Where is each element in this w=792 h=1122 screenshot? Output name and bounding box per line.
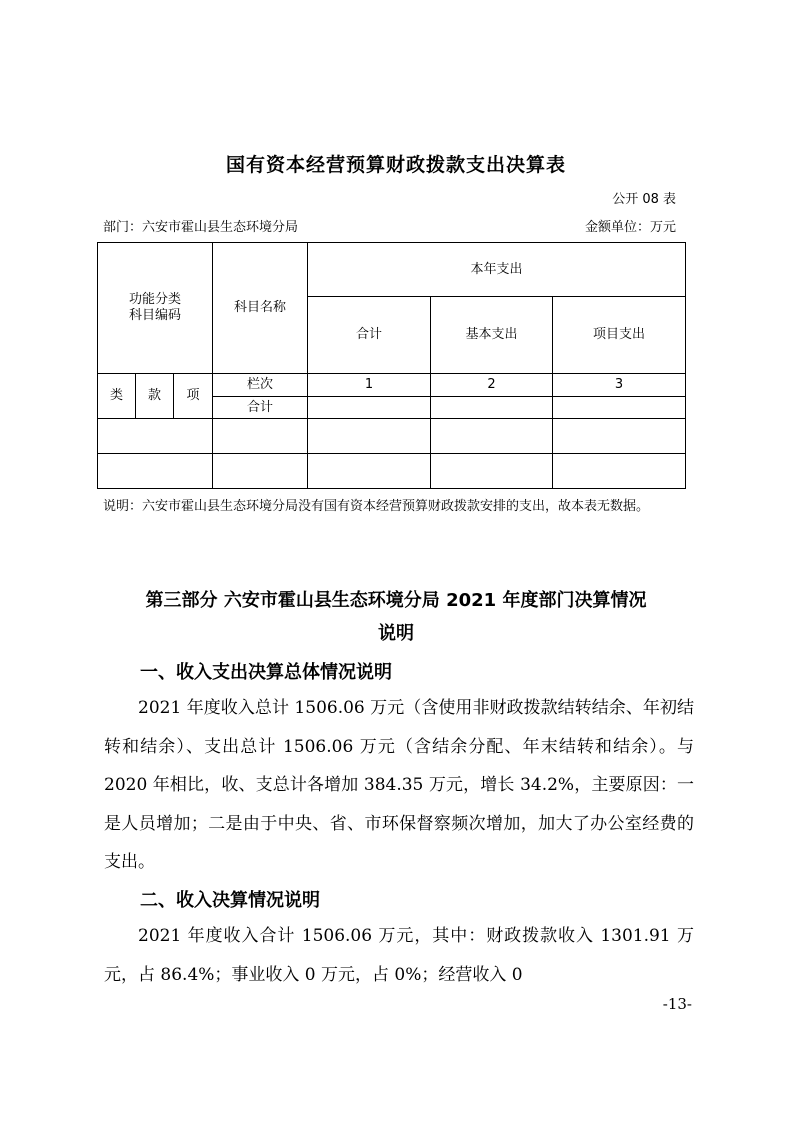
empty-cell [553, 419, 686, 454]
current-year-expense-header: 本年支出 [308, 243, 686, 297]
heading-2: 二、收入决算情况说明 [140, 890, 320, 911]
empty-cell [213, 419, 308, 454]
table-note: 说明：六安市霍山县生态环境分局没有国有资本经营预算财政拨款安排的支出，故本表无数据。 [103, 499, 650, 514]
sum-project-cell [553, 397, 686, 419]
empty-cell [308, 454, 431, 489]
empty-cell [431, 419, 553, 454]
xiang-header: 项 [174, 374, 213, 419]
func-class-header [98, 243, 213, 374]
amount-unit-label: 金额单位：万元 [584, 220, 676, 235]
section-title-line1: 第三部分 六安市霍山县生态环境分局 2021 年度部门决算情况 [145, 590, 647, 611]
table-title: 国有资本经营预算财政拨款支出决算表 [225, 154, 566, 176]
column-order-2: 2 [431, 374, 553, 397]
basic-expense-header: 基本支出 [431, 297, 553, 374]
empty-cell [213, 454, 308, 489]
empty-code-cell [98, 454, 213, 489]
paragraph-2 [104, 917, 694, 994]
func-class-line2: 科目编码 [128, 308, 181, 323]
heading-1: 一、收入支出决算总体情况说明 [140, 662, 392, 683]
paragraph-2-text: 2021 年度收入合计 1506.06 万元，其中：财政拨款收入 1301.91 万元，占 86.4%；事业收入 0 万元，占 0%；经营收入 0 [104, 926, 694, 985]
empty-code-cell [98, 419, 213, 454]
paragraph-1-text: 2021 年度收入总计 1506.06 万元（含使用非财政拨款结转结余、年初结转和结余）、支出总计 1506.06 万元（含结余分配、年末结转和结余）。与 2020 年相比，收、支总计各增加 384.35 万元，增长 34.2%，主要原因：一是人员增加；二是由于中央、省、市环保督察频次增加，加大了办公室经费的支出。 [104, 698, 694, 872]
sum-row-label: 合计 [213, 397, 308, 419]
expense-table [97, 242, 686, 489]
table-code: 公开 08 表 [612, 192, 676, 207]
empty-cell [431, 454, 553, 489]
func-class-line1: 功能分类 [128, 292, 181, 307]
kuan-header: 款 [136, 374, 174, 419]
column-order-label: 栏次 [213, 374, 308, 397]
sum-basic-cell [431, 397, 553, 419]
column-order-3: 3 [553, 374, 686, 397]
page-number: -13- [662, 995, 692, 1013]
total-header: 合计 [308, 297, 431, 374]
empty-cell [553, 454, 686, 489]
lei-header: 类 [98, 374, 136, 419]
section-title [100, 584, 692, 650]
section-title-line2: 说明 [378, 623, 414, 644]
department-label: 部门：六安市霍山县生态环境分局 [103, 220, 299, 235]
empty-cell [308, 419, 431, 454]
sum-total-cell [308, 397, 431, 419]
column-order-1: 1 [308, 374, 431, 397]
project-expense-header: 项目支出 [553, 297, 686, 374]
subject-name-header: 科目名称 [213, 243, 308, 374]
paragraph-1 [104, 689, 694, 882]
